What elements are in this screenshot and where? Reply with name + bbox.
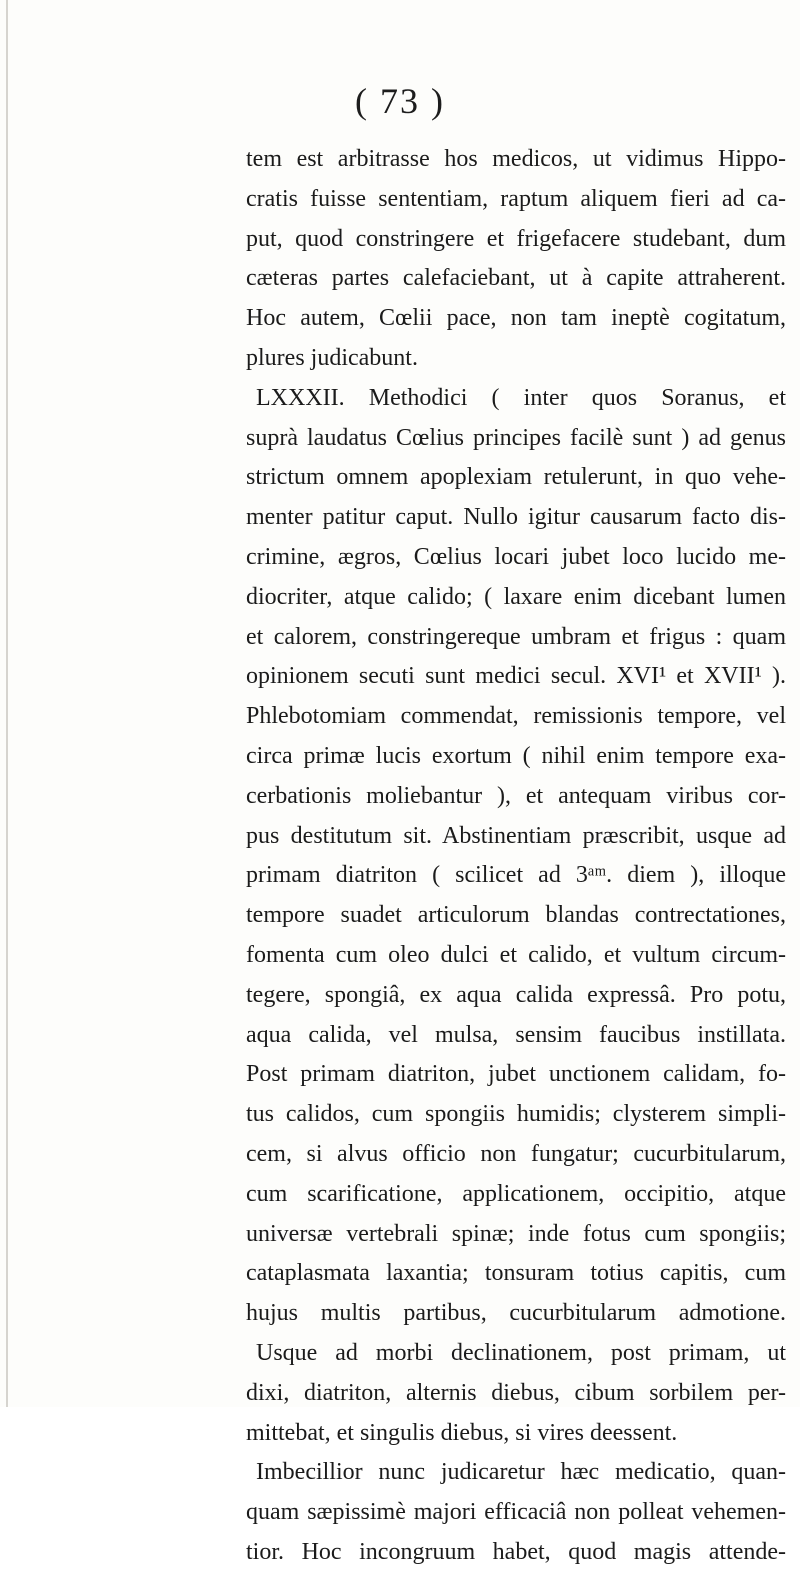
- text-line: aqua calida, vel mulsa, sensim faucibus instillata.: [246, 1021, 786, 1048]
- text-line: et calorem, constringereque umbram et frigus : quam: [246, 623, 786, 650]
- text-line: plures judicabunt.: [246, 344, 418, 371]
- text-line: cæteras partes calefaciebant, ut à capite attraherent.: [246, 265, 786, 292]
- text-line: cratis fuisse sententiam, raptum aliquem fieri ad ca-: [246, 185, 786, 212]
- text-line: quam sæpissimè majori efficaciâ non polleat vehemen-: [246, 1499, 786, 1526]
- text-line: tus calidos, cum spongiis humidis; clysterem simpli-: [246, 1101, 786, 1128]
- text-line: Hoc autem, Cœlii pace, non tam ineptè cogitatum,: [246, 305, 786, 332]
- text-line: crimine, ægros, Cœlius locari jubet loco lucido me-: [246, 543, 786, 570]
- text-line: put, quod constringere et frigefacere studebant, dum: [246, 225, 786, 252]
- text-line: cem, si alvus officio non fungatur; cucurbitularum,: [246, 1140, 786, 1167]
- text-line: strictum omnem apoplexiam retulerunt, in quo vehe-: [246, 464, 786, 491]
- text-line: cum scarificatione, applicationem, occipitio, atque: [246, 1180, 786, 1207]
- text-line: circa primæ lucis exortum ( nihil enim tempore exa-: [246, 742, 786, 769]
- text-line: primam diatriton ( scilicet ad 3ᵃᵐ. diem ), illoque: [246, 862, 786, 889]
- text-line: cataplasmata laxantia; tonsuram totius capitis, cum: [246, 1260, 786, 1287]
- text-line: suprà laudatus Cœlius principes facilè sunt ) ad genus: [246, 424, 786, 451]
- text-line: tegere, spongiâ, ex aqua calida expressâ. Pro potu,: [246, 981, 786, 1008]
- text-line: mittebat, et singulis diebus, si vires deessent.: [246, 1419, 678, 1446]
- text-line: Phlebotomiam commendat, remissionis tempore, vel: [246, 703, 786, 730]
- body-text: [246, 140, 786, 1573]
- text-line: dixi, diatriton, alternis diebus, cibum sorbilem per-: [246, 1379, 786, 1406]
- text-line: tior. Hoc incongruum habet, quod magis attende-: [246, 1538, 786, 1565]
- text-line: Post primam diatriton, jubet unctionem calidam, fo-: [246, 1061, 786, 1088]
- text-line: cerbationis moliebantur ), et antequam viribus cor-: [246, 782, 786, 809]
- text-line: universæ vertebrali spinæ; inde fotus cum spongiis;: [246, 1220, 786, 1247]
- text-line: diocriter, atque calido; ( laxare enim dicebant lumen: [246, 583, 786, 610]
- text-line: tempore suadet articulorum blandas contrectationes,: [246, 902, 786, 929]
- paragraph-start-line: Imbecillior nunc judicaretur hæc medicatio, quan-: [256, 1459, 786, 1486]
- text-line: opinionem secuti sunt medici secul. XVI¹ et XVII¹ ).: [246, 663, 786, 690]
- text-line: tem est arbitrasse hos medicos, ut vidimus Hippo-: [246, 146, 786, 172]
- text-line: hujus multis partibus, cucurbitularum admotione.: [246, 1300, 786, 1327]
- text-line: Usque ad morbi declinationem, post primam, ut: [256, 1339, 786, 1366]
- paragraph-start-line: LXXXII. Methodici ( inter quos Soranus, et: [256, 384, 786, 411]
- text-line: pus destitutum sit. Abstinentiam præscribit, usque ad: [246, 822, 786, 849]
- page-number: ( 73 ): [355, 81, 445, 121]
- text-line: fomenta cum oleo dulci et calido, et vultum circum-: [246, 941, 786, 968]
- text-line: menter patitur caput. Nullo igitur causarum facto dis-: [246, 504, 786, 531]
- page-edge-divider: [6, 0, 8, 1407]
